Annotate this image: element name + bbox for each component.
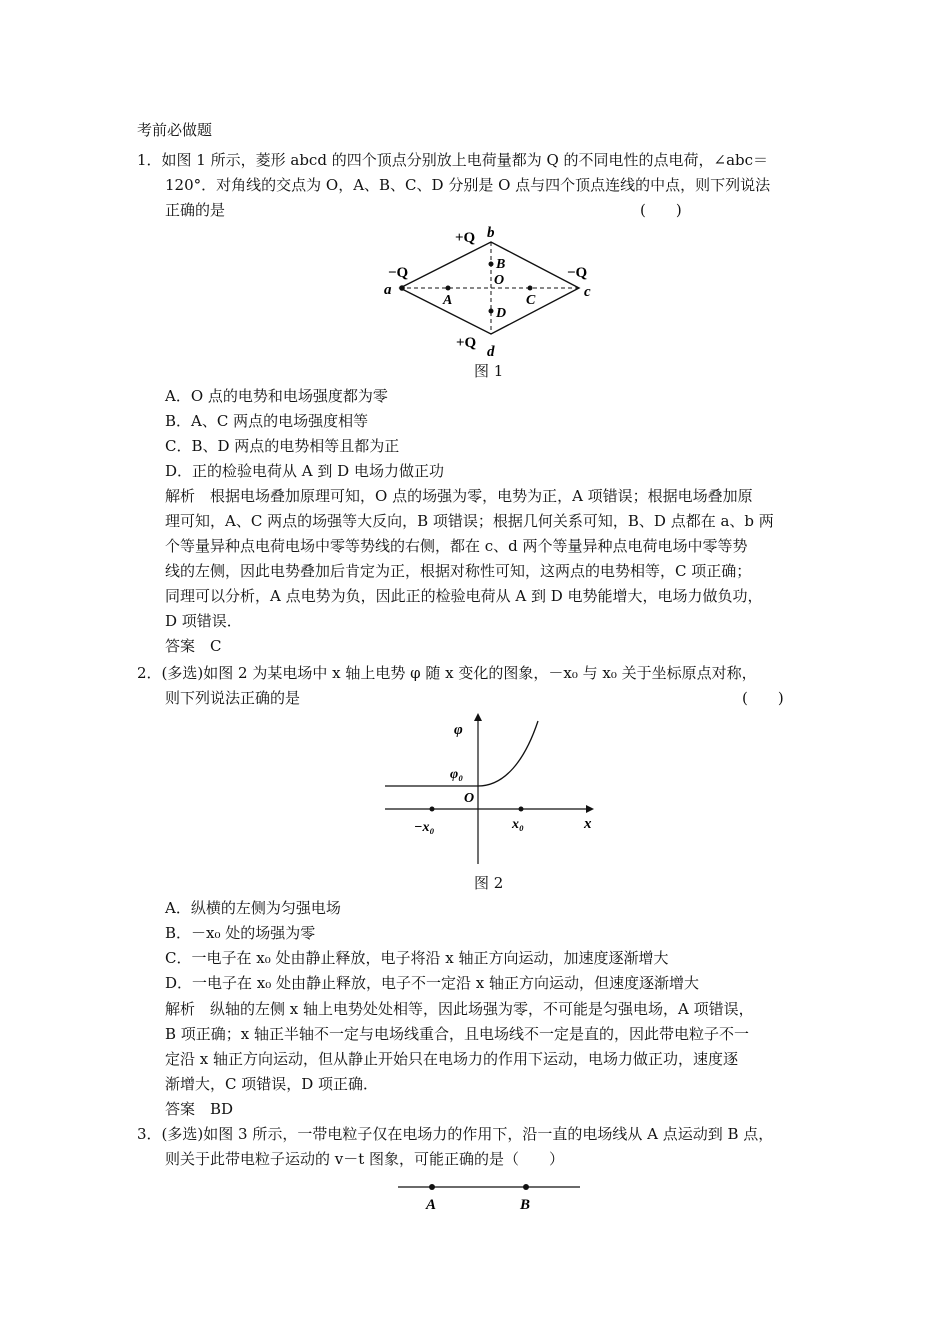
q3-stem-line-1: 3．(多选)如图 3 所示，一带电粒子仅在电场力的作用下，沿一直的电场线从 A 点运动到 B 点， [137,1125,774,1143]
q2-analysis-line-2: B 项正确；x 轴正半轴不一定与电场线重合，且电场线不一定是直的，因此带电粒子不一 [165,1025,750,1043]
q2-answer-paren: ( ) [742,689,784,707]
phi0-label: φ₀ [450,767,464,782]
neg-x0-dot [430,807,435,812]
point-C-dot [528,286,533,291]
q1-stem-line-3: 正确的是 [165,201,226,219]
x0-label: x₀ [512,817,524,832]
neg-x0-label: −x₀ [414,820,435,835]
q1-stem-line-2: 120°．对角线的交点为 O，A、B、C、D 分别是 O 点与四个顶点连线的中点，则下列说法 [165,176,771,194]
q1-analysis-line-1: 解析 根据电场叠加原理可知，O 点的场强为零，电势为正，A 项错误；根据电场叠加原 [165,487,753,505]
q2-stem-line-1: 2．(多选)如图 2 为某电场中 x 轴上电势 φ 随 x 变化的图象，－x₀ 与 x₀ 关于坐标原点对称， [137,664,757,682]
vertex-a-label: a [384,282,392,298]
q2-analysis-line-3: 定沿 x 轴正方向运动，但从静止开始只在电场力的作用下运动，电场力做正功，速度逐 [165,1050,738,1068]
q2-answer: 答案 BD [165,1100,234,1118]
charge-c-label: −Q [567,265,588,281]
q1-analysis-line-5: 同理可以分析，A 点电势为负，因此正的检验电荷从 A 到 D 电势能增大，电场力做负功， [165,587,763,605]
q1-analysis-line-2: 理可知，A、C 两点的场强等大反向，B 项错误；根据几何关系可知，B、D 点都在 a、b 两 [165,512,774,530]
point-B-label: B [520,1197,531,1213]
point-O-label: O [494,273,505,288]
q1-analysis-line-6: D 项错误． [165,612,242,630]
point-D-label: D [496,306,507,321]
q2-option-c: C．一电子在 x₀ 处由静止释放，电子将沿 x 轴正方向运动，加速度逐渐增大 [165,949,669,967]
q1-option-b: B．A、C 两点的电场强度相等 [165,412,369,430]
vertex-c-label: c [584,284,591,300]
x0-dot [519,807,524,812]
q2-option-b: B．－x₀ 处的场强为零 [165,924,316,942]
q1-answer-paren: ( ) [640,201,682,219]
point-A-dot [446,286,451,291]
x-axis-label: x [584,816,592,832]
q1-analysis-line-3: 个等量异种点电荷电场中零等势线的右侧，都在 c、d 两个等量异种点电荷电场中零等势 [165,537,748,555]
point-B-dot [523,1184,529,1190]
q1-stem-line-1: 1．如图 1 所示，菱形 abcd 的四个顶点分别放上电荷量都为 Q 的不同电性的点电荷，∠abc＝ [137,151,769,169]
q1-analysis-line-4: 线的左侧，因此电势叠加后肯定为正，根据对称性可知，这两点的电势相等，C 项正确； [165,562,752,580]
point-B-label: B [496,257,506,272]
y-axis-label: φ [454,722,463,738]
q1-answer: 答案 C [165,637,222,655]
charge-a-dot [399,285,405,291]
y-axis-arrow [474,713,482,721]
point-A-label: A [426,1197,437,1213]
figure-1-caption: 图 1 [474,362,504,380]
figure-2-potential-graph [380,708,600,868]
point-A-label: A [443,293,453,308]
q2-analysis-line-4: 渐增大，C 项错误，D 项正确． [165,1075,379,1093]
q1-option-d: D．正的检验电荷从 A 到 D 电场力做正功 [165,462,444,480]
point-B-dot [489,262,494,267]
figure-3-field-line [390,1175,590,1220]
q2-option-d: D．一电子在 x₀ 处由静止释放，电子不一定沿 x 轴正方向运动，但速度逐渐增大 [165,974,700,992]
point-D-dot [489,309,494,314]
charge-a-label: −Q [388,265,409,281]
q2-stem-line-2: 则下列说法正确的是 [165,689,301,707]
q3-stem-line-2: 则关于此带电粒子运动的 v－t 图象，可能正确的是（ ） [165,1150,565,1168]
q2-option-a: A．纵横的左侧为匀强电场 [165,899,341,917]
q1-option-a: A．O 点的电势和电场强度都为零 [165,387,388,405]
charge-b-label: +Q [455,230,476,246]
point-C-label: C [526,293,536,308]
q2-analysis-line-1: 解析 纵轴的左侧 x 轴上电势处处相等，因此场强为零，不可能是匀强电场，A 项错误， [165,1000,754,1018]
x-axis-arrow [586,805,594,813]
charge-d-label: +Q [456,335,477,351]
figure-2-caption: 图 2 [474,874,504,892]
origin-label: O [464,791,475,806]
vertex-d-label: d [487,344,495,360]
rhombus-outline [400,242,579,334]
point-A-dot [429,1184,435,1190]
figure-1-rhombus [370,220,610,360]
vertex-b-label: b [487,225,495,241]
q1-option-c: C．B、D 两点的电势相等且都为正 [165,437,400,455]
section-header: 考前必做题 [137,121,213,139]
